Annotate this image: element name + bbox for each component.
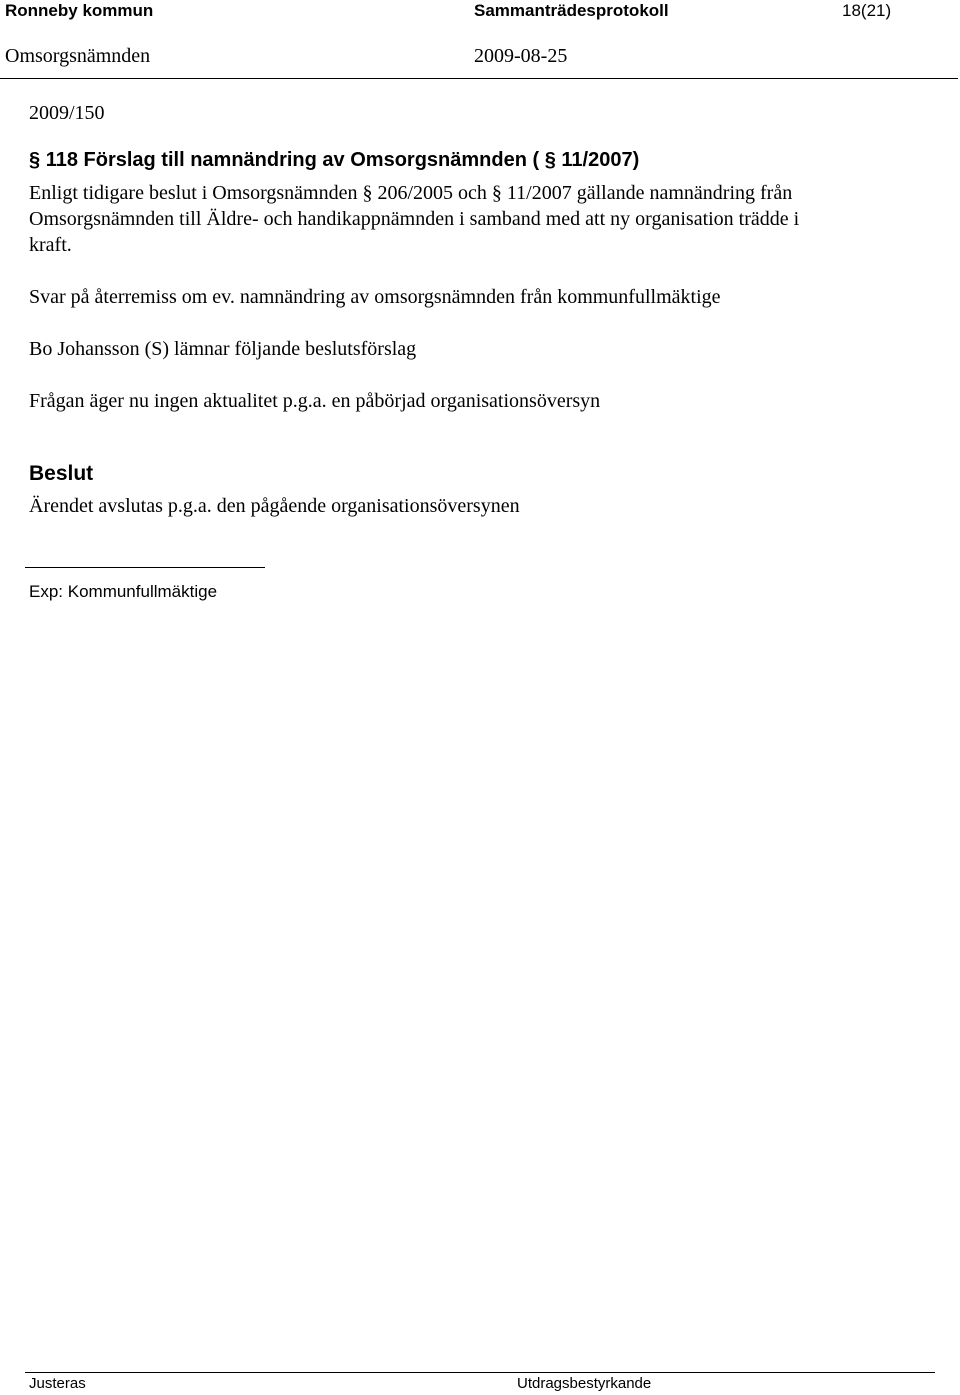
body-paragraph-1	[29, 180, 929, 258]
paragraph-heading	[29, 147, 639, 173]
document-type: Sammanträdesprotokoll	[474, 1, 669, 20]
organisation-name: Ronneby kommun	[5, 1, 154, 20]
footer-divider	[25, 1372, 935, 1373]
body-paragraph-4: Frågan äger nu ingen aktualitet p.g.a. en påbörjad organisationsöversyn	[29, 390, 601, 412]
body-line-2: Omsorgsnämnden till Äldre- och handikappnämnden i samband med att ny organisation trädde i	[29, 208, 800, 230]
body-paragraph-3: Bo Johansson (S) lämnar följande beslutsförslag	[29, 338, 417, 360]
page-number: 18(21)	[842, 1, 892, 20]
expedition-rule	[25, 567, 265, 568]
body-line-1-part-a: Enligt tidigare beslut i Omsorgsnämnden	[29, 182, 358, 204]
body-line-1	[29, 180, 929, 206]
footer-utdragsbestyrkande: Utdragsbestyrkande	[517, 1375, 652, 1392]
section-sign-icon: §	[29, 149, 41, 171]
decision-text: Ärendet avslutas p.g.a. den pågående organisationsöversynen	[29, 495, 520, 517]
header-divider	[0, 78, 958, 79]
meeting-date: 2009-08-25	[474, 45, 568, 67]
footer-justeras: Justeras	[29, 1375, 86, 1392]
heading-text: Förslag till namnändring av Omsorgsnämnden (	[83, 149, 540, 171]
case-number: 2009/150	[29, 102, 105, 124]
expedition-recipient: Exp: Kommunfullmäktige	[29, 582, 218, 601]
body-paragraph-2: Svar på återremiss om ev. namnändring av omsorgsnämnden från kommunfullmäktige	[29, 286, 721, 308]
section-sign-icon: §	[362, 182, 373, 204]
committee-name: Omsorgsnämnden	[5, 45, 151, 67]
body-line-1-part-c: 11/2007 gällande namnändring från	[506, 182, 793, 204]
heading-reference: 11/2007)	[561, 149, 640, 171]
body-line-3: kraft.	[29, 234, 72, 256]
section-sign-icon: §	[544, 149, 556, 171]
decision-heading: Beslut	[29, 462, 94, 485]
body-line-1-part-b: 206/2005 och	[377, 182, 487, 204]
section-sign-icon: §	[491, 182, 502, 204]
heading-number: 118	[45, 149, 78, 171]
